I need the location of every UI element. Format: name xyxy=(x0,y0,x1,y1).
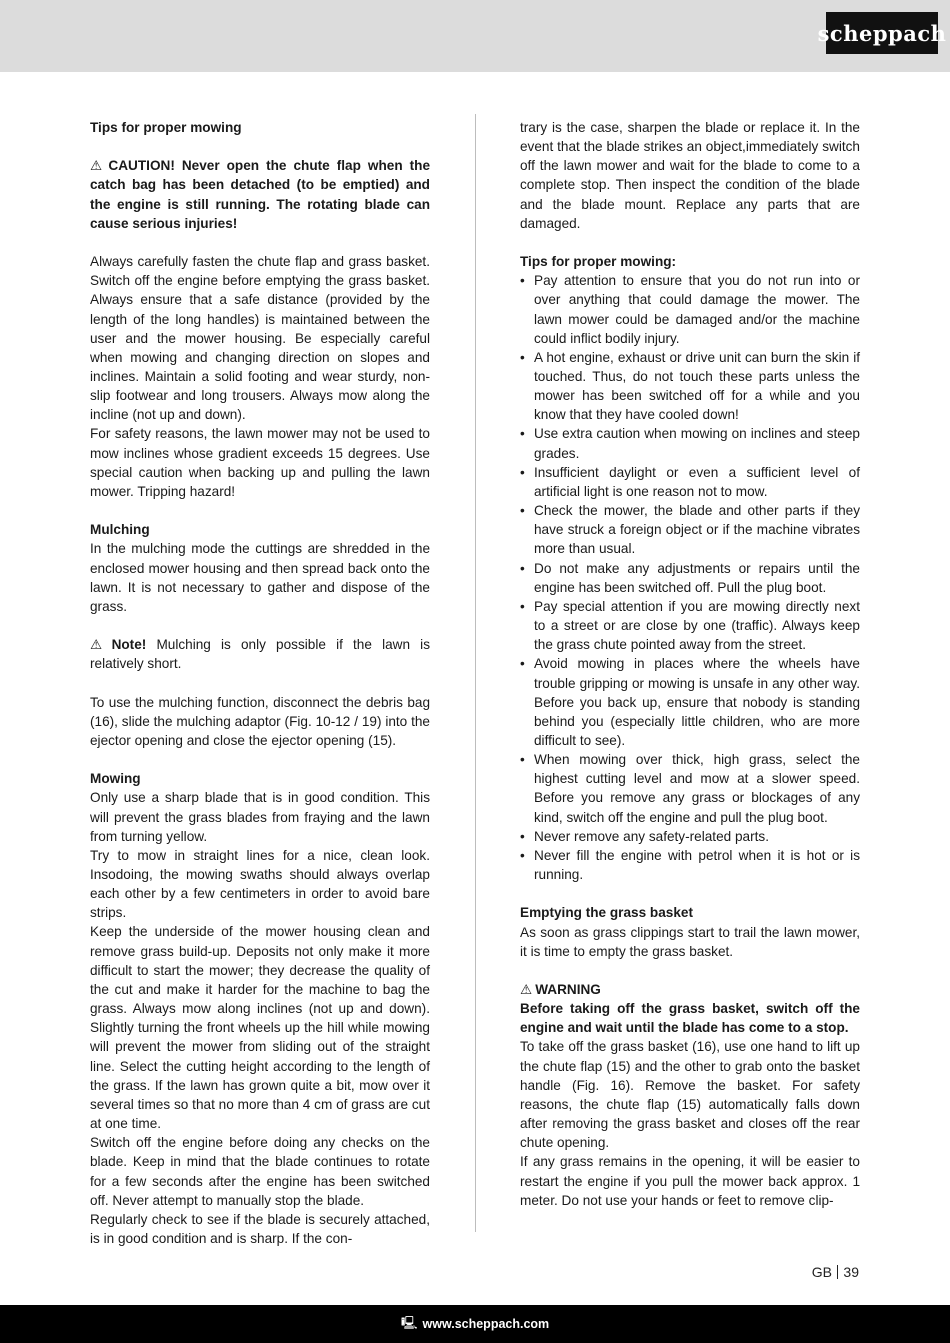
mowing-paragraph: Keep the underside of the mower housing clean and remove grass build-up. Deposits not only make it more difficult to start the mower; they decrease the quality of the cut and make it harder for the machine to bag the grass. Always mow along inclines (not up and down). Slightly turning the front wheels up the hill while mowing will prevent the mower from sliding out of the straight line. Select the cutting height according to the length of the grass. If the lawn has grown quite a bit, mow over it several times so that no more than 4 cm of grass are cut at one time. xyxy=(90,924,430,1132)
warning-triangle-icon: ⚠ xyxy=(90,158,106,174)
mowing-paragraph: Switch off the engine before doing any checks on the blade. Keep in mind that the blade continues to rotate for a few seconds after the engine has been switched off. Never attempt to manually stop the blade. xyxy=(90,1135,430,1208)
list-item: • Pay attention to ensure that you do not run into or over anything that could damage the mower. The lawn mower could be damaged and/or the machine could inflict bodily injury. xyxy=(520,271,860,348)
list-item: • Do not make any adjustments or repairs until the engine has been switched off. Pull the plug boot. xyxy=(520,559,860,597)
note-paragraph: ⚠ Note! Mulching is only possible if the lawn is relatively short. xyxy=(90,637,430,672)
mowing-paragraph: Regularly check to see if the blade is securely attached, is in good condition and is sharp. If the con- xyxy=(90,1211,430,1246)
list-item: • Insufficient daylight or even a sufficient level of artificial light is one reason not to mow. xyxy=(520,463,860,501)
mulching-heading: Mulching xyxy=(90,522,150,538)
mowing-paragraph: Try to mow in straight lines for a nice, clean look. Insodoing, the mowing swaths should always overlap each other by a few centimeters in order to avoid bare strips. xyxy=(90,847,430,921)
language-code: GB xyxy=(811,1264,832,1280)
right-column xyxy=(520,118,860,1210)
safety-paragraph: Always carefully fasten the chute flap and grass basket. Switch off the engine before emptying the grass basket. Always ensure that a safe distance (provided by the length of the long handles) is maintained between the user and the mower housing. Be especially careful when mowing and changing direction on slopes and inclines. Maintain a solid footing and wear sturdy, non-slip footwear and long trousers. Always mow along the incline (not up and down). xyxy=(90,254,430,423)
safety-paragraph: For safety reasons, the lawn mower may not be used to mow inclines whose gradient exceeds 15 degrees. Use special caution when backing up and pulling the lawn mower. Tripping hazard! xyxy=(90,426,430,499)
mowing-heading: Mowing xyxy=(90,771,141,787)
website-link[interactable]: www.scheppach.com xyxy=(422,1317,550,1331)
note-label: Note! xyxy=(111,637,147,653)
mulching-instructions: To use the mulching function, disconnect the debris bag (16), slide the mulching adaptor (Fig. 10-12 / 19) into the ejector opening and close the ejector opening (15). xyxy=(90,694,430,748)
mowing-paragraph: Only use a sharp blade that is in good condition. This will prevent the grass blades from fraying and the lawn from turning yellow. xyxy=(90,790,430,844)
warning-triangle-icon: ⚠ xyxy=(520,981,533,997)
emptying-paragraph: As soon as grass clippings start to trail the lawn mower, it is time to empty the grass basket. xyxy=(520,924,860,959)
monitor-icon: 🖳 xyxy=(400,1315,418,1330)
list-item: • Use extra caution when mowing on inclines and steep grades. xyxy=(520,424,860,462)
tips-list xyxy=(520,271,860,884)
separator xyxy=(837,1265,839,1279)
warning-text: Before taking off the grass basket, switch off the engine and wait until the blade has come to a stop. xyxy=(520,1001,860,1036)
brand-logo: scheppach xyxy=(826,12,938,54)
column-divider xyxy=(475,114,476,1232)
list-item: • A hot engine, exhaust or drive unit can burn the skin if touched. Thus, do not touch these parts unless the mower has been switched off for a while and you know that they have cooled down! xyxy=(520,348,860,425)
emptying-paragraph: To take off the grass basket (16), use one hand to lift up the chute flap (15) and the other to grab onto the basket handle (Fig. 16). Remove the basket. For safety reasons, the chute flap (15) automatically falls down after removing the grass basket and closes off the rear chute opening. xyxy=(520,1039,860,1151)
warning-triangle-icon: ⚠ xyxy=(90,637,109,653)
list-item: • Check the mower, the blade and other parts if they have struck a foreign object or if the machine vibrates more than usual. xyxy=(520,501,860,558)
list-item: • Pay special attention if you are mowing directly next to a street or are close by one (traffic). Always keep the grass chute pointed away from the street. xyxy=(520,597,860,654)
mulching-paragraph: In the mulching mode the cuttings are shredded in the enclosed mower housing and then spread back onto the lawn. It is not necessary to gather and dispose of the grass. xyxy=(90,541,430,614)
warning-heading: ⚠ WARNING xyxy=(520,981,601,997)
header-band xyxy=(0,0,950,72)
tips-heading: Tips for proper mowing xyxy=(90,120,242,135)
left-column xyxy=(90,118,430,1248)
emptying-heading: Emptying the grass basket xyxy=(520,905,693,921)
page-num: 39 xyxy=(843,1264,859,1280)
emptying-paragraph: If any grass remains in the opening, it will be easier to restart the engine if you pull the mower back approx. 1 meter. Do not use your hands or feet to remove clip- xyxy=(520,1154,860,1208)
list-item: • When mowing over thick, high grass, select the highest cutting level and mow at a slower speed. Before you remove any grass or blockages of any kind, switch off the engine and pull the plug boot. xyxy=(520,750,860,827)
tips-list-heading: Tips for proper mowing: xyxy=(520,254,677,270)
list-item: • Avoid mowing in places where the wheels have trouble gripping or mowing is unsafe in any other way. Before you back up, ensure that nobody is standing behind you (especially little children, who are more difficult to see). xyxy=(520,654,860,750)
page-number xyxy=(812,1264,859,1280)
caution-paragraph: ⚠ CAUTION! Never open the chute flap when the catch bag has been detached (to be emptied) and the engine is still running. The rotating blade can cause serious injuries! xyxy=(90,158,430,231)
continued-paragraph: trary is the case, sharpen the blade or replace it. In the event that the blade strikes an object,immediately switch off the lawn mower and wait for the blade to come to a complete stop. Then inspect the condition of the blade and the blade mount. Replace any parts that are damaged. xyxy=(520,120,860,231)
list-item: • Never fill the engine with petrol when it is hot or is running. xyxy=(520,846,860,884)
footer-bar xyxy=(0,1305,950,1343)
list-item: • Never remove any safety-related parts. xyxy=(520,827,860,846)
